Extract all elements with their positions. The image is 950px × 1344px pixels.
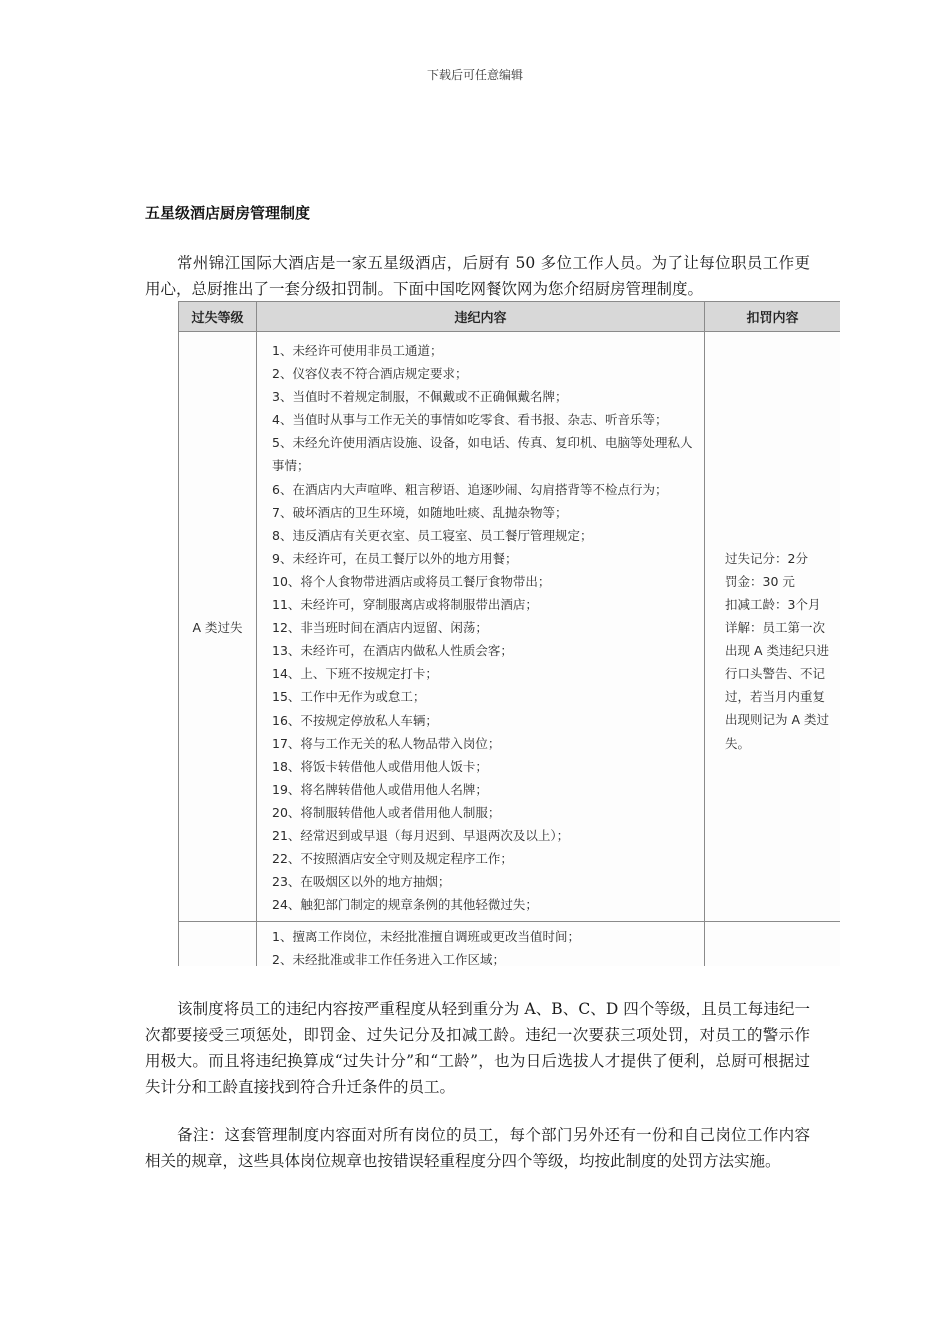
list-item: 16、不按规定停放私人车辆； [272, 712, 438, 728]
violation-list-a [258, 333, 703, 920]
penalty-fine: 罚金：30 元 [725, 573, 795, 589]
violation-list-cell-b [257, 922, 705, 966]
table-row-b [179, 922, 841, 966]
header-level: 过失等级 [179, 302, 257, 332]
list-item: 2、仪容仪表不符合酒店规定要求； [272, 366, 468, 382]
level-b-cell [179, 922, 257, 966]
list-item: 6、在酒店内大声喧哗、粗言秽语、追逐吵闹、勾肩搭背等不检点行为； [272, 481, 668, 497]
list-item: 9、未经许可，在员工餐厅以外的地方用餐； [272, 550, 518, 566]
header-violation: 违纪内容 [257, 302, 705, 332]
penalty-details-a [725, 547, 834, 755]
list-item: 2、未经批准或非工作任务进入工作区域； [272, 952, 505, 966]
list-item: 15、工作中无作为或怠工； [272, 689, 426, 705]
list-item: 24、触犯部门制定的规章条例的其他轻微过失； [272, 897, 538, 913]
level-a-cell: A 类过失 [179, 332, 257, 922]
penalty-cell-b [705, 922, 841, 966]
violation-list-cell [257, 332, 705, 922]
penalty-explanation: 详解：员工第一次出现 A 类违纪只进行口头警告、不记过，若当月内重复出现则记为 A 类过失。 [725, 620, 829, 751]
penalty-seniority: 扣减工龄：3个月 [725, 596, 821, 612]
header-penalty: 扣罚内容 [705, 302, 841, 332]
list-item: 1、擅离工作岗位，未经批准擅自调班或更改当值时间； [272, 929, 580, 945]
list-item: 11、未经许可，穿制服离店或将制服带出酒店； [272, 597, 538, 613]
explanation-paragraph: 该制度将员工的违纪内容按严重程度从轻到重分为 A、B、C、D 四个等级，且员工每违纪一次都要接受三项惩处，即罚金、过失记分及扣减工龄。违纪一次要获三项处罚，对员工的警示作用极大。而且将违纪换算成“过失计分”和“工龄”，也为日后选拔人才提供了便利，总厨可根据过失计分和工龄直接找到符合升迁条件的员工。 [145, 1000, 810, 1096]
list-item: 13、未经许可，在酒店内做私人性质会客； [272, 643, 513, 659]
list-item: 8、违反酒店有关更衣室、员工寝室、员工餐厅管理规定； [272, 527, 593, 543]
list-item: 18、将饭卡转借他人或借用他人饭卡； [272, 758, 488, 774]
penalty-table [178, 301, 840, 966]
list-item: 23、在吸烟区以外的地方抽烟； [272, 874, 451, 890]
list-item: 4、当值时从事与工作无关的事情如吃零食、看书报、杂志、听音乐等； [272, 412, 668, 428]
list-item: 14、上、下班不按规定打卡； [272, 666, 438, 682]
penalty-points: 过失记分：2分 [725, 550, 808, 566]
table-header-row [179, 302, 841, 332]
document-title: 五星级酒店厨房管理制度 [145, 204, 311, 222]
page-header: 下载后可任意编辑 [426, 68, 523, 82]
list-item: 5、未经允许使用酒店设施、设备，如电话、传真、复印机、电脑等处理私人事情； [272, 435, 693, 474]
list-item: 12、非当班时间在酒店内逗留、闲荡； [272, 620, 488, 636]
list-item: 17、将与工作无关的私人物品带入岗位； [272, 735, 501, 751]
table-row-a [179, 332, 841, 922]
list-item: 10、将个人食物带进酒店或将员工餐厅食物带出； [272, 573, 551, 589]
list-item: 1、未经许可使用非员工通道； [272, 343, 443, 358]
list-item: 20、将制服转借他人或者借用他人制服； [272, 804, 501, 820]
note-paragraph: 备注：这套管理制度内容面对所有岗位的员工，每个部门另外还有一份和自己岗位工作内容相关的规章，这些具体岗位规章也按错误轻重程度分四个等级，均按此制度的处罚方法实施。 [145, 1126, 810, 1170]
list-item: 22、不按照酒店安全守则及规定程序工作； [272, 851, 513, 867]
violation-list-b [258, 923, 703, 966]
list-item: 19、将名牌转借他人或借用他人名牌； [272, 781, 488, 797]
list-item: 3、当值时不着规定制服，不佩戴或不正确佩戴名牌； [272, 389, 568, 405]
list-item: 7、破坏酒店的卫生环境，如随地吐痰、乱抛杂物等； [272, 504, 568, 520]
penalty-cell-a [705, 332, 841, 922]
list-item: 21、经常迟到或早退（每月迟到、早退两次及以上）； [272, 827, 570, 843]
intro-paragraph: 常州锦江国际大酒店是一家五星级酒店，后厨有 50 多位工作人员。为了让每位职员工作更用心，总厨推出了一套分级扣罚制。下面中国吃网餐饮网为您介绍厨房管理制度。 [145, 254, 810, 298]
penalty-table-image [178, 301, 840, 966]
